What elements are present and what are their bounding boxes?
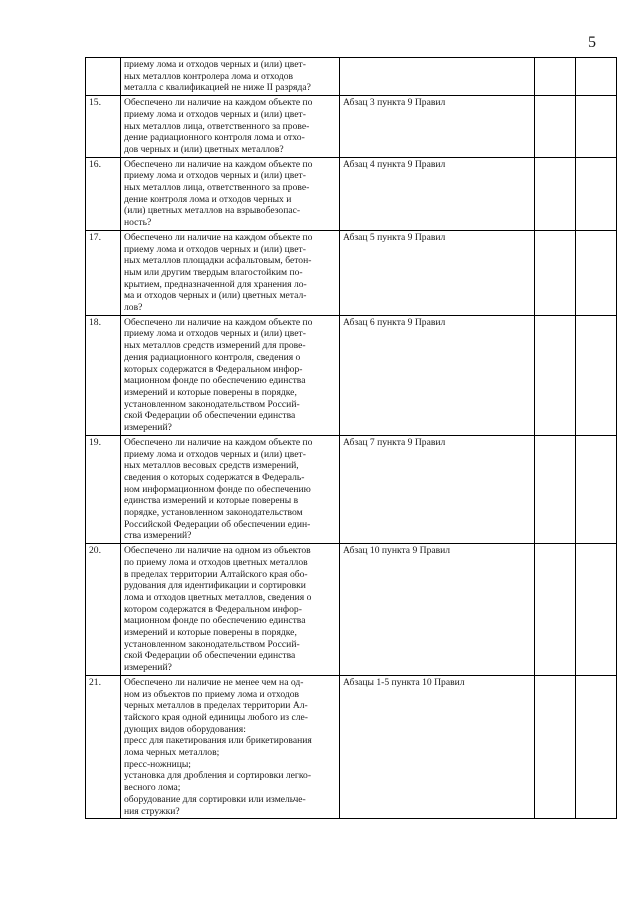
question-line: ской Федерации об обеспечении единства [124,650,296,662]
question-line: тайского края одной единицы любого из сле- [124,711,308,723]
row-number-cell: 20. [86,544,121,676]
checklist-table [85,57,617,819]
note-cell [576,675,617,818]
question-line: оборудование для сортировки или измельче- [124,793,306,805]
question-line: лома черных металлов; [124,747,220,759]
question-line: по приему лома и отходов цветных металлов [124,556,308,568]
answer-cell [535,157,576,230]
question-line: мационном фонде по обеспечению единства [124,615,306,627]
question-line: ных металлов средств измерений для прове- [124,340,306,352]
legal-reference-cell: Абзац 10 пункта 9 Правил [340,544,535,676]
question-line: ных металлов лица, ответственного за прове- [124,182,310,194]
answer-cell [535,230,576,315]
row-number-cell: 19. [86,435,121,543]
answer-cell [535,435,576,543]
question-cell [121,675,340,818]
legal-reference-cell: Абзац 5 пункта 9 Правил [340,230,535,315]
question-cell [121,58,340,96]
question-line: Обеспечено ли наличие на каждом объекте по [124,231,313,243]
question-line: приему лома и отходов черных и (или) цвет- [124,243,306,255]
table-row [86,544,617,676]
question-cell [121,544,340,676]
question-cell [121,96,340,158]
question-line: измерений и которые поверены в порядке, [124,386,297,398]
question-line: ным или другим твердым влагостойким по- [124,266,303,278]
question-line: приему лома и отходов черных и (или) цвет- [124,328,306,340]
note-cell [576,435,617,543]
question-line: рудования для идентификации и сортировки [124,580,306,592]
table-row [86,435,617,543]
question-line: единства измерений и которые поверены в [124,495,299,507]
question-line: ных металлов весовых средств измерений, [124,460,299,472]
question-line: приему лома и отходов черных и (или) цвет- [124,448,306,460]
question-line: котором содержатся в Федеральном инфор- [124,603,302,615]
answer-cell [535,544,576,676]
question-cell [121,157,340,230]
question-line: ных металлов контролера лома и отходов [124,70,294,82]
question-line: Российской Федерации об обеспечении един- [124,518,311,530]
legal-reference-cell: Абзацы 1-5 пункта 10 Правил [340,675,535,818]
question-line: пресс для пакетирования или брикетирования [124,735,312,747]
question-line: ской Федерации об обеспечении единства [124,410,296,422]
question-line: дения радиационного контроля, сведения о [124,351,301,363]
question-line: приему лома и отходов черных и (или) цвет- [124,59,306,70]
question-line: ность? [124,217,152,229]
row-number-cell: 18. [86,315,121,435]
table-row [86,230,617,315]
question-line: дение радиационного контроля лома и отхо- [124,132,305,144]
row-number-cell: 16. [86,157,121,230]
page-number: 5 [588,34,596,51]
question-line: Обеспечено ли наличие не менее чем на од- [124,676,304,688]
question-cell [121,315,340,435]
question-line: крытием, предназначенной для хранения ло- [124,278,307,290]
question-line: ных металлов лица, ответственного за прове- [124,120,310,132]
question-line: (или) цветных металлов на взрывобезопас- [124,205,301,217]
question-line: приему лома и отходов черных и (или) цвет- [124,108,306,120]
question-line: установленном законодательством Россий- [124,398,300,410]
question-line: ния стружки? [124,805,180,817]
question-line: ных металлов площадки асфальтовым, бетон- [124,255,312,267]
note-cell [576,96,617,158]
note-cell [576,230,617,315]
question-line: металла с квалификацией не ниже II разряда? [124,82,311,94]
question-line: Обеспечено ли наличие на каждом объекте по [124,158,313,170]
checklist-table-body [86,58,617,819]
question-line: мационном фонде по обеспечению единства [124,375,306,387]
question-line: Обеспечено ли наличие на одном из объектов [124,545,311,557]
question-line: которых содержатся в Федеральном инфор- [124,363,303,375]
row-number-cell: 17. [86,230,121,315]
answer-cell [535,58,576,96]
answer-cell [535,96,576,158]
question-line: ства измерений? [124,530,192,542]
legal-reference-cell [340,58,535,96]
legal-reference-cell: Абзац 7 пункта 9 Правил [340,435,535,543]
question-line: измерений? [124,422,172,434]
question-line: приему лома и отходов черных и (или) цвет- [124,170,306,182]
question-cell [121,230,340,315]
question-line: пресс-ножницы; [124,758,191,770]
question-line: дующих видов оборудования: [124,723,246,735]
legal-reference-cell: Абзац 3 пункта 9 Правил [340,96,535,158]
question-line: установка для дробления и сортировки легко- [124,770,312,782]
question-line: установленном законодательством Россий- [124,638,300,650]
row-number-cell: 15. [86,96,121,158]
question-line: дов черных и (или) цветных металлов? [124,143,284,155]
question-line: порядке, установленном законодательством [124,507,303,519]
question-line: дение контроля лома и отходов черных и [124,193,292,205]
question-line: Обеспечено ли наличие на каждом объекте по [124,97,313,109]
table-row [86,58,617,96]
note-cell [576,157,617,230]
question-line: весного лома; [124,782,181,794]
question-line: черных металлов в пределах территории Ал- [124,700,308,712]
legal-reference-cell: Абзац 4 пункта 9 Правил [340,157,535,230]
question-line: лов? [124,302,143,314]
question-line: лома и отходов цветных металлов, сведения о [124,591,312,603]
row-number-cell: 21. [86,675,121,818]
answer-cell [535,315,576,435]
note-cell [576,315,617,435]
question-line: ма и отходов черных и (или) цветных метал- [124,290,307,302]
question-line: сведения о которых содержатся в Федераль- [124,471,305,483]
question-line: измерений? [124,662,172,674]
table-row [86,315,617,435]
table-row [86,96,617,158]
question-line: в пределах территории Алтайского края обо- [124,568,308,580]
question-line: измерений и которые поверены в порядке, [124,627,297,639]
row-number-cell [86,58,121,96]
answer-cell [535,675,576,818]
table-row [86,675,617,818]
question-line: ном информационном фонде по обеспечению [124,483,311,495]
note-cell [576,58,617,96]
legal-reference-cell: Абзац 6 пункта 9 Правил [340,315,535,435]
question-line: Обеспечено ли наличие на каждом объекте по [124,436,313,448]
question-cell [121,435,340,543]
question-line: ном из объектов по приему лома и отходов [124,688,300,700]
question-line: Обеспечено ли наличие на каждом объекте по [124,316,313,328]
table-row [86,157,617,230]
note-cell [576,544,617,676]
